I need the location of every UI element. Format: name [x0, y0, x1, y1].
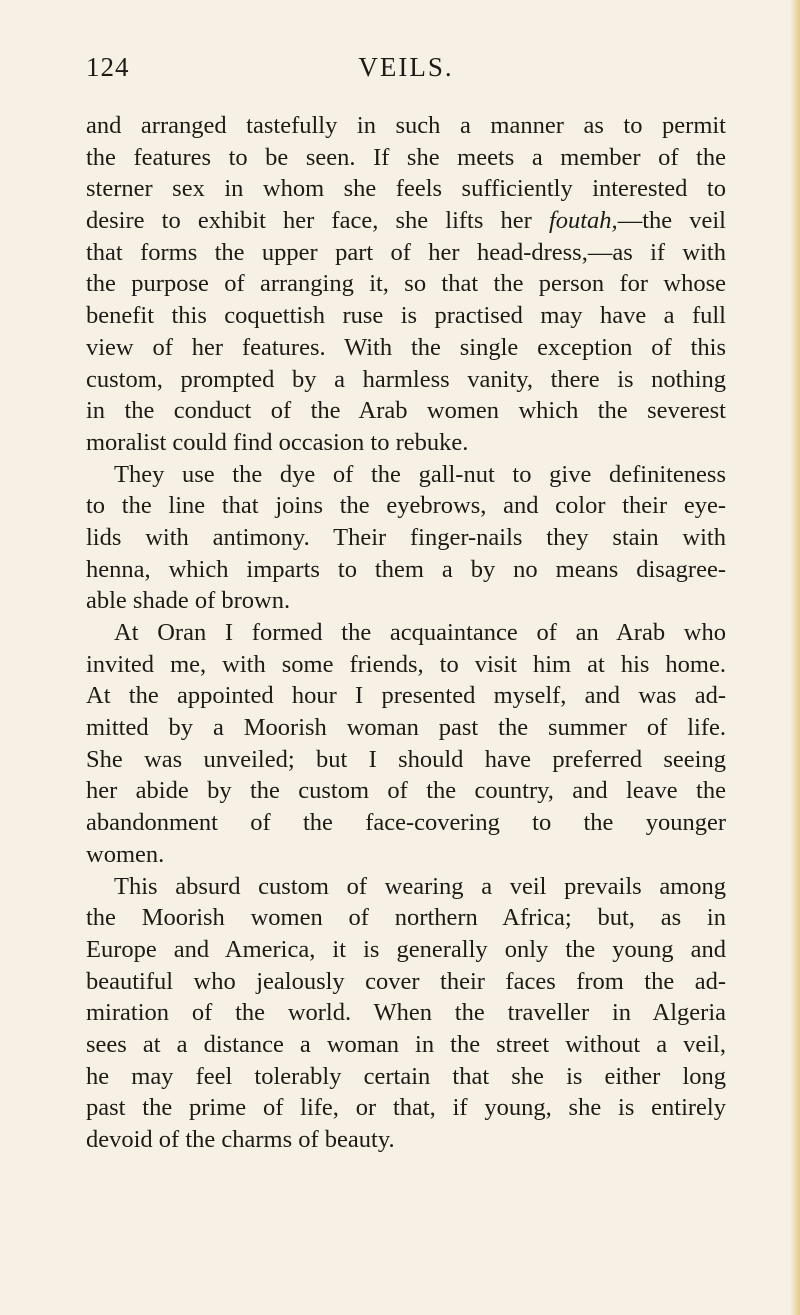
text-line: to the line that joins the eyebrows, and color their eye-: [86, 492, 726, 520]
text-line: beautiful who jealously cover their faces from the ad-: [86, 967, 726, 995]
text-line: past the prime of life, or that, if young, she is entirely: [86, 1094, 726, 1122]
text-line: henna, which imparts to them a by no means disagree-: [86, 555, 726, 583]
text-line: lids with antimony. Their finger-nails they stain with: [86, 523, 726, 551]
text-line: desire to exhibit her face, she lifts her foutah,—the veil: [86, 207, 726, 235]
text-line: sterner sex in whom she feels sufficiently interested to: [86, 175, 726, 203]
text-line: able shade of brown.: [86, 587, 291, 615]
text-line: the features to be seen. If she meets a member of the: [86, 143, 726, 171]
text-line: the purpose of arranging it, so that the person for whose: [86, 270, 726, 298]
text-line: moralist could find occasion to rebuke.: [86, 428, 469, 456]
text-line: They use the dye of the gall-nut to give definiteness: [114, 460, 726, 488]
paragraph-4: [86, 871, 726, 1156]
text-line: custom, prompted by a harmless vanity, there is nothing: [86, 365, 726, 393]
text-line: miration of the world. When the traveller in Algeria: [86, 999, 726, 1027]
text-line: At Oran I formed the acquaintance of an Arab who: [114, 619, 726, 646]
text-line: invited me, with some friends, to visit him at his home.: [86, 650, 726, 678]
italic-term: foutah,: [548, 207, 618, 235]
page-edge-shading: [790, 0, 800, 1315]
text-line: he may feel tolerably certain that she is either long: [86, 1062, 726, 1090]
running-head: VEILS.: [358, 52, 454, 82]
text-line: view of her features. With the single exception of this: [86, 333, 726, 361]
paragraph-2: [86, 459, 726, 617]
page-number: 124: [86, 52, 130, 82]
paragraph-1: [86, 110, 726, 459]
text-line: benefit this coquettish ruse is practised may have a full: [86, 302, 726, 330]
text-line: women.: [86, 840, 165, 868]
text-line: She was unveiled; but I should have preferred seeing: [86, 745, 726, 773]
text-line: her abide by the custom of the country, and leave the: [86, 777, 726, 805]
text-line: devoid of the charms of beauty.: [86, 1126, 395, 1153]
body-text: [86, 110, 726, 1156]
text-line: that forms the upper part of her head-dress,—as if with: [86, 238, 726, 266]
text-line: mitted by a Moorish woman past the summer of life.: [86, 714, 726, 742]
text-line: At the appointed hour I presented myself, and was ad-: [86, 682, 726, 710]
text-line: sees at a distance a woman in the street without a veil,: [86, 1030, 726, 1058]
text-line: This absurd custom of wearing a veil prevails among: [114, 872, 726, 900]
page-header: [86, 52, 726, 92]
paragraph-3: [86, 617, 726, 871]
text-line: the Moorish women of northern Africa; but, as in: [86, 904, 726, 932]
text-line: abandonment of the face-covering to the younger: [86, 809, 726, 837]
text-line: Europe and America, it is generally only the young and: [86, 935, 726, 963]
text-line: in the conduct of the Arab women which the severest: [86, 397, 726, 425]
text-line: and arranged tastefully in such a manner as to permit: [86, 112, 726, 139]
